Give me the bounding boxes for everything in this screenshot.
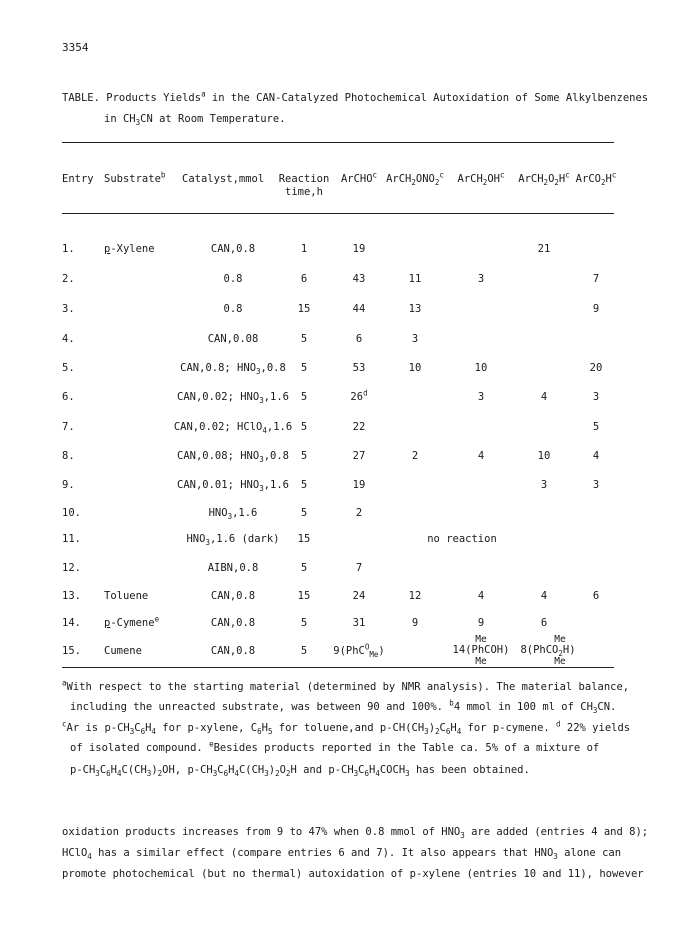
fn-d-text: 22% yields bbox=[560, 722, 631, 734]
fn-e-4: C(CH bbox=[121, 764, 147, 776]
row-c2: 11 bbox=[408, 273, 422, 285]
row-c5: 5 bbox=[592, 421, 600, 433]
row-time: 5 bbox=[300, 362, 308, 374]
fn-e-8: H bbox=[228, 764, 235, 776]
row-catalyst: 0.8 bbox=[223, 273, 243, 285]
fn-e-15: COCH bbox=[379, 764, 406, 776]
fn-e-s: 6 bbox=[106, 769, 111, 779]
row-entry: 4. bbox=[62, 333, 75, 345]
row-catalyst: CAN,0.8 bbox=[210, 590, 256, 602]
fn-c-6: for toluene,and p-CH(CH bbox=[272, 722, 425, 734]
fn-c-4: for p-xylene, C bbox=[155, 722, 258, 734]
row-catalyst: $HNO_3,1.6$ bbox=[208, 507, 258, 522]
header-substrate bbox=[104, 170, 166, 185]
fn-e-7: C bbox=[217, 764, 224, 776]
row-c3: 4 bbox=[477, 590, 485, 602]
table-top-rule bbox=[62, 142, 614, 143]
h2-sub2: 2 bbox=[434, 178, 440, 188]
row-time: 5 bbox=[300, 333, 308, 345]
row-entry: 12. bbox=[62, 562, 81, 574]
row-entry: 1. bbox=[62, 243, 75, 255]
row-c5: 9 bbox=[592, 303, 600, 315]
fn-e-s: 3 bbox=[95, 769, 100, 779]
footnote-e-line bbox=[70, 764, 530, 779]
h2-sub1: 2 bbox=[411, 178, 416, 188]
body-line-2 bbox=[62, 847, 622, 862]
fn-c-7: ) bbox=[428, 722, 436, 734]
fn-c-s8: 6 bbox=[445, 727, 451, 737]
fn-e-6: OH, p-CH bbox=[162, 764, 213, 776]
row-time: 5 bbox=[300, 507, 308, 519]
row-substrate: Cumene bbox=[104, 645, 142, 657]
fn-e-13: C bbox=[358, 764, 365, 776]
row-catalyst: CAN,0.08 bbox=[207, 333, 259, 345]
row-time: 5 bbox=[300, 391, 308, 403]
h3-sup: c bbox=[499, 170, 505, 180]
fn-e-16: has been obtained. bbox=[409, 764, 530, 776]
row-c1: 26$^d$ bbox=[350, 388, 368, 403]
row-c1: 53 bbox=[352, 362, 366, 374]
fn-e-1: p-CH bbox=[70, 764, 96, 776]
row-c1: 22 bbox=[352, 421, 366, 433]
fn-c-10: for p-cymene. bbox=[461, 722, 557, 734]
footnote-c bbox=[62, 719, 631, 737]
fn-e-11: O bbox=[279, 764, 286, 776]
h5-sup: c bbox=[611, 170, 617, 180]
row-c4: 3 bbox=[540, 479, 548, 491]
fn-a2-1: including the unreacted substrate, was between 90 and 100%. bbox=[70, 701, 450, 713]
fn-e-s: 3 bbox=[212, 769, 218, 779]
header-catalyst: Catalyst,mmol bbox=[182, 173, 265, 185]
fn-c-s1: 3 bbox=[129, 727, 135, 737]
header-substrate-sup: b bbox=[160, 170, 166, 180]
h5-sub1: 2 bbox=[600, 178, 606, 188]
row-c1: 9(PhC$^O_{Me}$) bbox=[333, 642, 385, 660]
row-catalyst: CAN,0.02; HClO$_4$,1.6 bbox=[173, 421, 293, 436]
fn-c-2: C bbox=[134, 722, 141, 734]
fn-d2: of isolated compound. bbox=[70, 742, 210, 754]
fn-e-s: 3 bbox=[353, 769, 359, 779]
row-entry: 3. bbox=[62, 303, 75, 315]
fn-c-5: H bbox=[261, 722, 268, 734]
row-substrate: Toluene bbox=[104, 590, 149, 602]
header-reaction-time bbox=[279, 173, 330, 198]
body-l2sub2: 3 bbox=[553, 852, 558, 862]
fn-c-s9: 4 bbox=[456, 727, 462, 737]
row-entry: 7. bbox=[62, 421, 75, 433]
table-header-rule bbox=[62, 213, 614, 214]
row-c1: 7 bbox=[355, 562, 363, 574]
row-c1: 43 bbox=[352, 273, 366, 285]
caption-text-2: in the CAN-Catalyzed Photochemical Autoxidation of Some Alkylbenzenes bbox=[205, 92, 649, 104]
header-archo bbox=[340, 170, 378, 185]
fn-e-s: 4 bbox=[116, 769, 122, 779]
row-catalyst: CAN,0.01; $HNO_3,1.6$ bbox=[177, 479, 289, 494]
row-catalyst: CAN,0.8 bbox=[210, 617, 256, 629]
fn-e-9: C(CH bbox=[238, 764, 265, 776]
h2-b: ONO bbox=[415, 173, 435, 185]
row-c1: 27 bbox=[352, 450, 366, 462]
caption-l2b: CN at Room Temperature. bbox=[140, 113, 286, 125]
h4-a: ArCH bbox=[518, 173, 544, 185]
row-c3: 3 bbox=[477, 273, 485, 285]
row-c1: 44 bbox=[352, 303, 366, 315]
row-entry: 11. bbox=[62, 533, 81, 545]
h2-a: ArCH bbox=[386, 173, 412, 185]
footnote-a bbox=[62, 678, 630, 693]
row-c2: 3 bbox=[411, 333, 419, 345]
fn-e-text: Besides products reported in the Table ca. 5% of a mixture of bbox=[213, 742, 600, 754]
row-time: 5 bbox=[300, 562, 308, 574]
fn-c-s6: 3 bbox=[424, 727, 429, 737]
fn-e-5: ) bbox=[151, 764, 158, 776]
h5-b: H bbox=[605, 173, 612, 185]
header-arch2o2h bbox=[518, 170, 570, 188]
row-c2: 10 bbox=[408, 362, 422, 374]
row-entry: 10. bbox=[62, 507, 81, 519]
fn-c-8: C bbox=[439, 722, 446, 734]
row-catalyst: $HNO_3,1.6$ (dark) bbox=[186, 533, 280, 548]
h5-a: ArCO bbox=[575, 173, 601, 185]
row-entry: 8. bbox=[62, 450, 75, 462]
body-l2b: has a similar effect (compare entries 6 and 7). It also appears that HNO bbox=[91, 847, 554, 859]
h2-sup: c bbox=[439, 170, 444, 180]
page-number: 3354 bbox=[62, 41, 89, 54]
caption-l2a: in CH bbox=[104, 113, 136, 125]
row-entry: 15. bbox=[62, 645, 81, 657]
fn-a-sup: a bbox=[62, 678, 67, 688]
header-arch2oh bbox=[457, 170, 505, 188]
fn-e-s: 2 bbox=[275, 769, 280, 779]
table-caption-line2 bbox=[104, 113, 286, 128]
body-l2a: HClO bbox=[62, 847, 88, 859]
body-l1a: oxidation products increases from 9 to 47% when 0.8 mmol of HNO bbox=[62, 826, 461, 838]
caption-sup: a bbox=[201, 89, 206, 99]
row-catalyst: CAN,0.02; $HNO_3,1.6$ bbox=[177, 391, 289, 406]
row-c3: 4 bbox=[477, 450, 485, 462]
footnote-de bbox=[70, 739, 600, 754]
row-c5: 6 bbox=[592, 590, 600, 602]
fn-a2-sub: 3 bbox=[592, 706, 598, 716]
row-c4: 4 bbox=[540, 391, 548, 403]
fn-b-sup: b bbox=[449, 698, 454, 708]
h4-sub2: 2 bbox=[554, 178, 559, 188]
fn-e-10: ) bbox=[268, 764, 276, 776]
row-catalyst: CAN,0.08; $HNO_3,0.8$ bbox=[177, 450, 289, 465]
row-substrate: p-Xylene bbox=[104, 243, 155, 255]
fn-e-s: 2 bbox=[285, 769, 291, 779]
row-catalyst: CAN,0.8 bbox=[210, 645, 256, 657]
header-reaction-l2: time,h bbox=[285, 186, 323, 198]
header-reaction-l1: Reaction bbox=[278, 173, 330, 185]
row-catalyst: CAN,0.8 bbox=[210, 243, 256, 255]
row-c5: 4 bbox=[592, 450, 600, 462]
fn-e-s: 4 bbox=[375, 769, 380, 779]
row-time: 15 bbox=[297, 590, 311, 602]
row-c5: 3 bbox=[592, 391, 600, 403]
row-c1: 31 bbox=[352, 617, 366, 629]
row-c3: no reaction bbox=[427, 533, 497, 545]
fn-c-9: H bbox=[450, 722, 457, 734]
row-c1: 24 bbox=[352, 590, 366, 602]
h3-a: ArCH bbox=[457, 173, 483, 185]
h4-c: H bbox=[558, 173, 566, 185]
fn-c-s3: 4 bbox=[151, 727, 156, 737]
row-c5: 7 bbox=[592, 273, 600, 285]
row-entry: 13. bbox=[62, 590, 81, 602]
table-bottom-rule bbox=[62, 667, 614, 668]
row-c2: 13 bbox=[408, 303, 422, 315]
table-caption bbox=[62, 89, 649, 104]
row-entry: 2. bbox=[62, 273, 75, 285]
row-c4: 6 bbox=[540, 617, 548, 629]
row-time: 5 bbox=[300, 645, 308, 657]
row-catalyst: AIBN,0.8 bbox=[207, 562, 259, 574]
fn-d-sup: d bbox=[556, 719, 561, 729]
body-l2c: alone can bbox=[557, 847, 622, 859]
row-c1: 19 bbox=[352, 479, 366, 491]
row-c1: 2 bbox=[355, 507, 363, 519]
body-l2sub: 4 bbox=[87, 852, 92, 862]
row-time: 5 bbox=[300, 450, 308, 462]
fn-c-sup: c bbox=[62, 719, 67, 729]
caption-l2sub: 3 bbox=[135, 118, 141, 128]
fn-e-s: 3 bbox=[405, 769, 410, 779]
body-l1sub: 3 bbox=[460, 831, 465, 841]
fn-a2-2: 4 mmol in 100 ml of CH bbox=[453, 701, 593, 713]
h3-b: OH bbox=[487, 173, 500, 185]
fn-e-s: 6 bbox=[364, 769, 370, 779]
fn-e-s: 6 bbox=[223, 769, 229, 779]
row-entry: 9. bbox=[62, 479, 75, 491]
h4-sup: c bbox=[565, 170, 570, 180]
fn-e-12: H and p-CH bbox=[290, 764, 354, 776]
fn-c-s4: 6 bbox=[257, 727, 262, 737]
row-c4: 10 bbox=[537, 450, 551, 462]
footnote-a-line2 bbox=[70, 698, 617, 716]
fn-e-s: 3 bbox=[146, 769, 152, 779]
body-l1b: are added (entries 4 and 8); bbox=[464, 826, 649, 838]
row-c3: Me 14(PhCOH) Me bbox=[452, 634, 510, 667]
caption-text: TABLE. Products Yields bbox=[62, 92, 202, 104]
fn-c-s2: 6 bbox=[140, 727, 146, 737]
fn-e-s: 4 bbox=[234, 769, 239, 779]
row-c5: 3 bbox=[592, 479, 600, 491]
row-c5: 20 bbox=[589, 362, 603, 374]
header-arch2ono2 bbox=[386, 170, 444, 188]
fn-e-sup: e bbox=[209, 739, 214, 749]
fn-e-2: C bbox=[99, 764, 107, 776]
h1-base: ArCHO bbox=[340, 173, 373, 185]
body-line-1 bbox=[62, 826, 649, 841]
row-time: 5 bbox=[300, 479, 308, 491]
row-c2: 2 bbox=[411, 450, 419, 462]
row-c4: 4 bbox=[540, 590, 548, 602]
row-time: 15 bbox=[297, 533, 311, 545]
h3-sub1: 2 bbox=[482, 178, 488, 188]
row-time: 5 bbox=[300, 421, 308, 433]
row-catalyst: CAN,0.8; $HNO_3,0.8$ bbox=[180, 362, 286, 377]
fn-c-3: H bbox=[145, 722, 152, 734]
row-c3: 10 bbox=[474, 362, 488, 374]
fn-a2-3: CN. bbox=[597, 701, 617, 713]
row-c3: 9 bbox=[477, 617, 485, 629]
header-arco2h bbox=[575, 170, 617, 188]
row-entry: 6. bbox=[62, 391, 75, 403]
row-c3: 3 bbox=[477, 391, 485, 403]
row-catalyst: 0.8 bbox=[223, 303, 243, 315]
fn-e-3: H bbox=[110, 764, 117, 776]
row-c4: Me 8(PhCO$_2$H) Me bbox=[520, 634, 576, 667]
h1-sup: c bbox=[372, 170, 378, 180]
fn-c-1: Ar is p-CH bbox=[66, 722, 130, 734]
row-time: 5 bbox=[300, 617, 308, 629]
row-entry: 14. bbox=[62, 617, 81, 629]
row-c2: 12 bbox=[408, 590, 422, 602]
row-c4: 21 bbox=[537, 243, 551, 255]
header-substrate-text: Substrate bbox=[104, 173, 161, 185]
row-time: 6 bbox=[300, 273, 308, 285]
fn-e-s: 3 bbox=[264, 769, 269, 779]
fn-c-s7: 2 bbox=[435, 727, 440, 737]
fn-c-s5: 5 bbox=[267, 727, 273, 737]
fn-e-14: H bbox=[369, 764, 376, 776]
row-entry: 5. bbox=[62, 362, 75, 374]
fn-e-s: 2 bbox=[157, 769, 163, 779]
row-time: 1 bbox=[300, 243, 308, 255]
row-c1: 19 bbox=[352, 243, 366, 255]
fn-a-text: With respect to the starting material (determined by NMR analysis). The material balance, bbox=[66, 681, 630, 693]
h4-b: O bbox=[548, 173, 555, 185]
row-c2: 9 bbox=[411, 617, 419, 629]
header-entry: Entry bbox=[62, 173, 94, 185]
h4-sub1: 2 bbox=[543, 178, 549, 188]
row-c1: 6 bbox=[355, 333, 363, 345]
row-substrate: p-Cymene$^e$ bbox=[104, 614, 160, 629]
row-time: 15 bbox=[297, 303, 311, 315]
body-line-3: promote photochemical (but no thermal) autoxidation of p-xylene (entries 10 and 11), however bbox=[62, 868, 644, 880]
